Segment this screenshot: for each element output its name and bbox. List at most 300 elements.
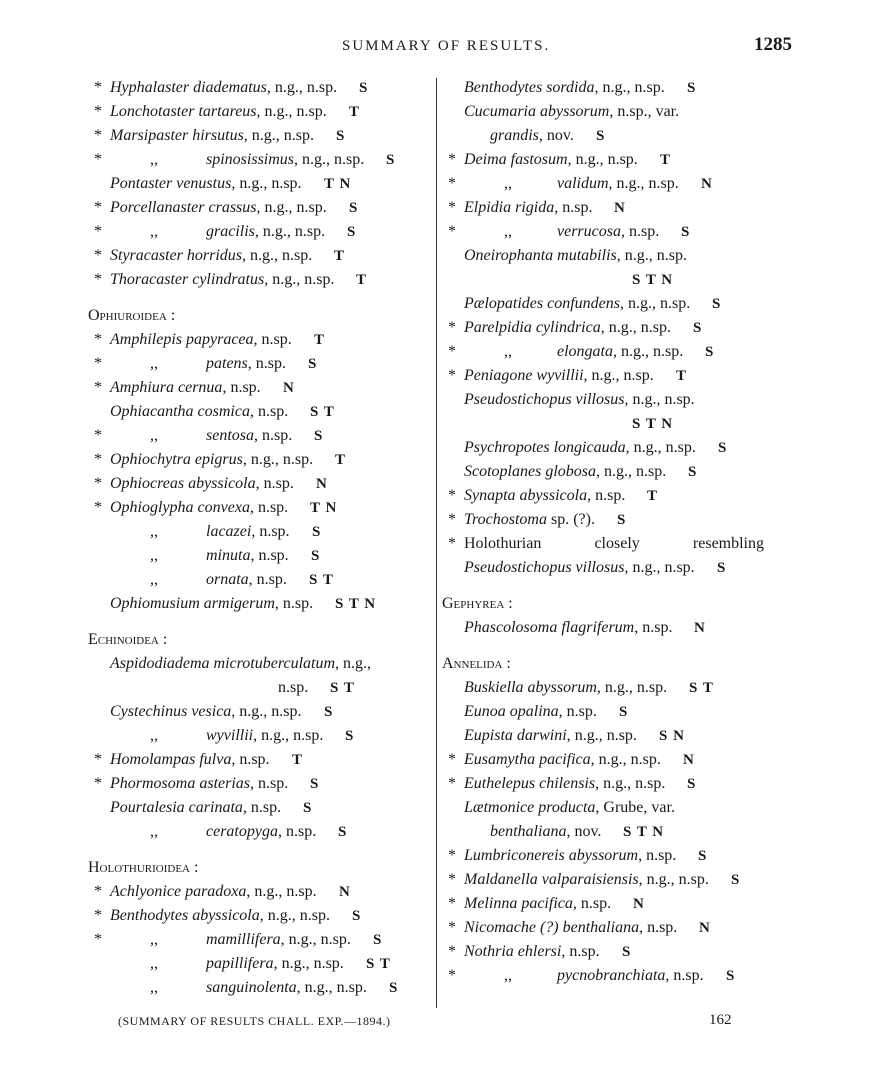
station-code: S (373, 932, 383, 948)
species-entry (464, 196, 592, 220)
entry-line (442, 964, 787, 988)
station-code: N (633, 896, 645, 912)
species-entry (110, 328, 292, 352)
species-entry (206, 520, 290, 544)
entry-line (88, 520, 433, 544)
species-entry (110, 904, 330, 928)
entry-line (442, 292, 787, 316)
entry-line (88, 100, 433, 124)
species-entry (206, 568, 287, 592)
species-name: Hyphalaster diadematus (110, 79, 267, 96)
entry-line (88, 676, 433, 700)
new-species-asterisk: * (448, 199, 456, 216)
species-authority: , n.sp. (554, 199, 593, 216)
station-code: S T (309, 572, 334, 588)
species-entry (464, 676, 667, 700)
species-authority: sp. (?). (546, 511, 595, 528)
continuation-text: , nov. (566, 823, 602, 840)
entry-text: Holothurian closely resembling (464, 535, 764, 552)
species-name: patens (206, 355, 248, 372)
species-entry (464, 916, 677, 940)
species-name: Ophiocreas abyssicola (110, 475, 256, 492)
species-entry (110, 400, 288, 424)
species-authority: , n.sp. (253, 331, 292, 348)
species-name: Phormosoma asterias (110, 775, 251, 792)
new-species-asterisk: * (448, 943, 456, 960)
station-code: S (687, 776, 697, 792)
new-species-asterisk: * (94, 151, 102, 168)
species-authority: , n.sp. (254, 427, 293, 444)
station-code: S (698, 848, 708, 864)
species-name: Amphiura cernua (110, 379, 223, 396)
variety-name: grandis (490, 127, 539, 144)
species-entry (464, 532, 764, 556)
continuation-text: , nov. (538, 127, 574, 144)
entry-line (442, 892, 787, 916)
species-entry (206, 820, 316, 844)
new-species-asterisk: * (94, 271, 102, 288)
species-entry (464, 100, 679, 124)
entry-line (88, 772, 433, 796)
entry-line (442, 796, 787, 820)
station-code: S (731, 872, 741, 888)
species-entry (464, 796, 675, 820)
entry-line (442, 412, 787, 436)
new-species-asterisk: * (448, 511, 456, 528)
species-authority: , n.sp. (250, 775, 289, 792)
entry-line (442, 172, 787, 196)
running-header (0, 34, 880, 68)
station-code: S T N (623, 824, 665, 840)
new-species-asterisk: * (94, 127, 102, 144)
station-code: S (617, 512, 627, 528)
species-name: Melinna pacifica (464, 895, 573, 912)
species-name: Pseudostichopus villosus (464, 559, 625, 576)
species-entry (464, 436, 696, 460)
species-name: Homolampas fulva (110, 751, 232, 768)
species-authority: , n.g., n.sp. (242, 247, 313, 264)
section-title: Ophiuroidea : (88, 307, 176, 324)
entry-line (88, 748, 433, 772)
entry-line (442, 508, 787, 532)
species-authority: , n.g., n.sp. (256, 199, 327, 216)
signature-mark: 162 (709, 1012, 732, 1028)
new-species-asterisk: * (94, 751, 102, 768)
species-authority: , n.g., n.sp. (242, 451, 314, 468)
species-name: Lumbriconereis abyssorum (464, 847, 639, 864)
station-code: T (660, 152, 672, 168)
species-name: verrucosa (557, 223, 621, 240)
section-title: Holothurioidea : (88, 859, 199, 876)
species-authority: , n.sp. (222, 379, 261, 396)
species-entry (110, 172, 302, 196)
new-species-asterisk: * (94, 427, 102, 444)
entry-line (88, 592, 433, 616)
station-code: S (347, 224, 357, 240)
entry-line (88, 172, 433, 196)
entry-line (88, 352, 433, 376)
species-entry (206, 952, 344, 976)
species-entry (464, 616, 672, 640)
entry-line (442, 268, 787, 292)
species-name: Ophiochytra epigrus (110, 451, 243, 468)
entry-line (442, 148, 787, 172)
station-code: S (726, 968, 736, 984)
species-name: Lætmonice producta (464, 799, 596, 816)
section-heading (442, 592, 787, 616)
entry-line (442, 388, 787, 412)
entry-line (442, 316, 787, 340)
new-species-asterisk: * (448, 919, 456, 936)
species-authority: , n.g., n.sp. (259, 907, 330, 924)
species-name: Scotoplanes globosa (464, 463, 596, 480)
species-authority: , n.sp. (231, 751, 270, 768)
new-species-asterisk: * (94, 379, 102, 396)
species-authority: , n.g., n.sp. (567, 151, 638, 168)
section-title: Gephyrea : (442, 595, 513, 612)
page-header-title: SUMMARY OF RESULTS. (342, 38, 551, 54)
species-authority: , n.g., n.sp. (616, 247, 687, 264)
species-authority: , n.g., n.sp. (583, 367, 654, 384)
species-authority: , n.g., n.sp. (566, 727, 637, 744)
species-name: Benthodytes sordida (464, 79, 595, 96)
entry-line (442, 532, 787, 556)
entry-line (442, 724, 787, 748)
ditto-mark: ,, (504, 175, 512, 192)
species-authority: , n.sp. (277, 823, 317, 840)
species-entry (206, 424, 292, 448)
entry-line (88, 496, 433, 520)
species-entry (464, 892, 611, 916)
new-species-asterisk: * (94, 331, 102, 348)
species-entry (464, 868, 709, 892)
species-name: Benthodytes abyssicola (110, 907, 260, 924)
station-code: S (359, 80, 369, 96)
station-code: S (338, 824, 348, 840)
species-entry (464, 940, 600, 964)
ditto-mark: ,, (150, 547, 158, 564)
species-authority: , n.sp., var. (609, 103, 680, 120)
ditto-mark: ,, (150, 955, 158, 972)
species-authority: , n.g., n.sp. (625, 439, 696, 456)
species-entry (110, 196, 327, 220)
species-authority: , n.g., n.sp. (264, 271, 335, 288)
new-species-asterisk: * (448, 847, 456, 864)
species-authority: , n.sp. (665, 967, 704, 984)
new-species-asterisk: * (94, 223, 102, 240)
station-code: N (701, 176, 713, 192)
station-code: N (699, 920, 711, 936)
species-name: Eunoa opalina (464, 703, 559, 720)
entry-line (88, 76, 433, 100)
species-authority: , n.sp. (249, 499, 289, 516)
species-entry (110, 100, 327, 124)
section-heading (88, 628, 433, 652)
ditto-mark: ,, (150, 979, 158, 996)
species-name: Pontaster venustus (110, 175, 232, 192)
entry-line (442, 460, 787, 484)
entry-line (442, 124, 787, 148)
species-name: Eupista darwini (464, 727, 567, 744)
station-code: S (386, 152, 396, 168)
entry-line (442, 364, 787, 388)
species-entry (464, 76, 665, 100)
station-code: S (717, 560, 727, 576)
species-name: Maldanella valparaisiensis (464, 871, 639, 888)
station-code: S (310, 776, 320, 792)
species-authority: , n.g., n.sp. (590, 751, 661, 768)
species-entry (464, 844, 676, 868)
footer-note: (SUMMARY OF RESULTS CHALL. EXP.—1894.) (118, 1014, 391, 1028)
species-authority: , n.g., n.sp. (594, 79, 665, 96)
species-name: ornata (206, 571, 249, 588)
station-code: T (676, 368, 688, 384)
species-authority: , n.g., n.sp. (624, 559, 695, 576)
ditto-mark: ,, (150, 523, 158, 540)
species-authority: , Grube, var. (595, 799, 675, 816)
station-code: S (622, 944, 632, 960)
species-name: Pseudostichopus villosus (464, 391, 625, 408)
species-name: validum (557, 175, 609, 192)
species-entry (464, 388, 695, 412)
species-authority: , n.g., n.sp. (619, 295, 691, 312)
ditto-mark: ,, (150, 427, 158, 444)
entry-line (442, 436, 787, 460)
species-name: Thoracaster cylindratus (110, 271, 265, 288)
species-entry (464, 292, 690, 316)
station-code: S N (659, 728, 685, 744)
new-species-asterisk: * (94, 475, 102, 492)
station-code: S T N (632, 416, 674, 432)
species-name: Elpidia rigida (464, 199, 555, 216)
new-species-asterisk: * (94, 499, 102, 516)
species-authority: , n.sp. (249, 403, 289, 420)
station-code: N (316, 476, 328, 492)
entry-line (442, 556, 787, 580)
species-authority: , n.sp. (242, 799, 282, 816)
new-species-asterisk: * (448, 895, 456, 912)
species-entry (464, 724, 637, 748)
species-entry (464, 484, 625, 508)
entry-line (88, 220, 433, 244)
ditto-mark: ,, (150, 823, 158, 840)
species-authority: , n.g., (335, 655, 372, 672)
section-heading (88, 856, 433, 880)
species-entry (110, 268, 334, 292)
station-code: S T (689, 680, 714, 696)
station-code: S (352, 908, 362, 924)
species-authority: , n.sp. (638, 847, 677, 864)
species-name: Buskiella abyssorum (464, 679, 597, 696)
species-authority: , n.sp. (634, 619, 673, 636)
station-code: T N (310, 500, 338, 516)
ditto-mark: ,, (504, 223, 512, 240)
species-name: Euthelepus chilensis (464, 775, 596, 792)
species-authority: , n.sp. (274, 595, 314, 612)
entry-line (88, 148, 433, 172)
new-species-asterisk: * (448, 151, 456, 168)
entry-line (88, 796, 433, 820)
left-column (88, 76, 433, 1000)
new-species-asterisk: * (94, 103, 102, 120)
species-authority: , n.sp. (255, 475, 294, 492)
species-name: Styracaster horridus (110, 247, 242, 264)
species-entry (110, 880, 317, 904)
species-entry (110, 448, 313, 472)
species-entry (464, 508, 595, 532)
species-name: minuta (206, 547, 251, 564)
section-title: Echinoidea : (88, 631, 168, 648)
station-code: T (356, 272, 368, 288)
species-authority: , n.g., n.sp. (253, 727, 324, 744)
entry-line (442, 676, 787, 700)
species-entry (464, 244, 687, 268)
species-entry (464, 700, 597, 724)
species-entry (557, 340, 683, 364)
species-authority: , n.sp. (250, 547, 289, 564)
species-name: elongata (557, 343, 613, 360)
species-name: Achlyonice paradoxa (110, 883, 247, 900)
station-code: S (349, 200, 359, 216)
entry-line (88, 544, 433, 568)
station-code: N (694, 620, 706, 636)
ditto-mark: ,, (150, 355, 158, 372)
station-code: T (335, 452, 347, 468)
species-name: wyvillii (206, 727, 254, 744)
new-species-asterisk: * (448, 175, 456, 192)
species-authority: , n.g., n.sp. (638, 871, 709, 888)
station-code: T (349, 104, 361, 120)
station-code: S T N (632, 272, 674, 288)
species-authority: , n.g., n.sp. (600, 319, 671, 336)
species-authority: , n.g., n.sp. (280, 931, 351, 948)
entry-line (88, 700, 433, 724)
station-code: S (718, 440, 728, 456)
new-species-asterisk: * (448, 367, 456, 384)
species-entry (110, 76, 337, 100)
entry-line (88, 244, 433, 268)
ditto-mark: ,, (150, 727, 158, 744)
new-species-asterisk: * (94, 247, 102, 264)
entry-line (88, 376, 433, 400)
species-entry (110, 496, 288, 520)
station-code: S (312, 524, 322, 540)
species-entry (206, 148, 364, 172)
species-entry (110, 124, 314, 148)
species-name: Trochostoma (464, 511, 547, 528)
species-entry (206, 352, 286, 376)
species-authority: , n.sp. (639, 919, 678, 936)
entry-line (88, 424, 433, 448)
species-authority: , n.g., n.sp. (296, 979, 367, 996)
species-name: Deima fastosum (464, 151, 568, 168)
species-name: Amphilepis papyracea (110, 331, 254, 348)
station-code: S (308, 356, 318, 372)
species-name: papillifera (206, 955, 274, 972)
species-authority: , n.g., n.sp. (273, 955, 344, 972)
species-name: ceratopyga (206, 823, 278, 840)
ditto-mark: ,, (150, 571, 158, 588)
new-species-asterisk: * (448, 967, 456, 984)
entry-line (442, 844, 787, 868)
station-code: S (693, 320, 703, 336)
species-entry (206, 220, 325, 244)
station-code: S (712, 296, 722, 312)
station-code: S (314, 428, 324, 444)
entry-line (442, 772, 787, 796)
species-entry (206, 976, 367, 1000)
station-code: N (614, 200, 626, 216)
species-entry (206, 544, 289, 568)
species-authority: , n.g., n.sp. (596, 463, 667, 480)
entry-line (442, 340, 787, 364)
station-code: S (389, 980, 399, 996)
ditto-mark: ,, (150, 151, 158, 168)
entry-line (442, 100, 787, 124)
entry-line (442, 76, 787, 100)
station-code: S (619, 704, 629, 720)
species-name: gracilis (206, 223, 255, 240)
section-heading (442, 652, 787, 676)
ditto-mark: ,, (504, 343, 512, 360)
species-authority: , n.g., n.sp. (613, 343, 684, 360)
species-entry (464, 316, 671, 340)
species-name: Ophioglypha convexa (110, 499, 250, 516)
entry-line (88, 928, 433, 952)
species-authority: , n.g., n.sp. (294, 151, 365, 168)
species-authority: , n.g., n.sp. (246, 883, 317, 900)
page-number: 1285 (754, 34, 792, 55)
new-species-asterisk: * (94, 931, 102, 948)
species-entry (464, 460, 666, 484)
new-species-asterisk: * (448, 751, 456, 768)
species-name: pycnobranchiata (557, 967, 666, 984)
entry-line (88, 652, 433, 676)
species-authority: , n.sp. (558, 703, 597, 720)
new-species-asterisk: * (94, 199, 102, 216)
species-name: Ophiacantha cosmica (110, 403, 250, 420)
new-species-asterisk: * (448, 487, 456, 504)
entry-line (88, 400, 433, 424)
new-species-asterisk: * (448, 775, 456, 792)
entry-line (88, 568, 433, 592)
species-name: spinosissimus (206, 151, 295, 168)
entry-line (442, 220, 787, 244)
species-name: Pourtalesia carinata (110, 799, 243, 816)
station-code: T (647, 488, 659, 504)
species-authority: , n.g., n.sp. (231, 175, 302, 192)
species-entry (464, 772, 665, 796)
species-name: Ophiomusium armigerum (110, 595, 275, 612)
species-name: Aspidodiadema microtuberculatum (110, 655, 336, 672)
species-name: Oneirophanta mutabilis (464, 247, 617, 264)
species-authority: , n.g., n.sp. (254, 223, 326, 240)
entry-line (88, 196, 433, 220)
species-authority: , n.g., n.sp. (608, 175, 679, 192)
species-name: Parelpidia cylindrica (464, 319, 601, 336)
species-name: Psychropotes longicauda (464, 439, 626, 456)
station-code: S (345, 728, 355, 744)
station-code: S (705, 344, 715, 360)
entry-line (88, 820, 433, 844)
species-name: Cucumaria abyssorum (464, 103, 610, 120)
species-entry (110, 592, 313, 616)
entry-line (88, 124, 433, 148)
entry-line (442, 244, 787, 268)
species-name: Phascolosoma flagriferum (464, 619, 635, 636)
species-name: Porcellanaster crassus (110, 199, 257, 216)
entry-line (88, 724, 433, 748)
